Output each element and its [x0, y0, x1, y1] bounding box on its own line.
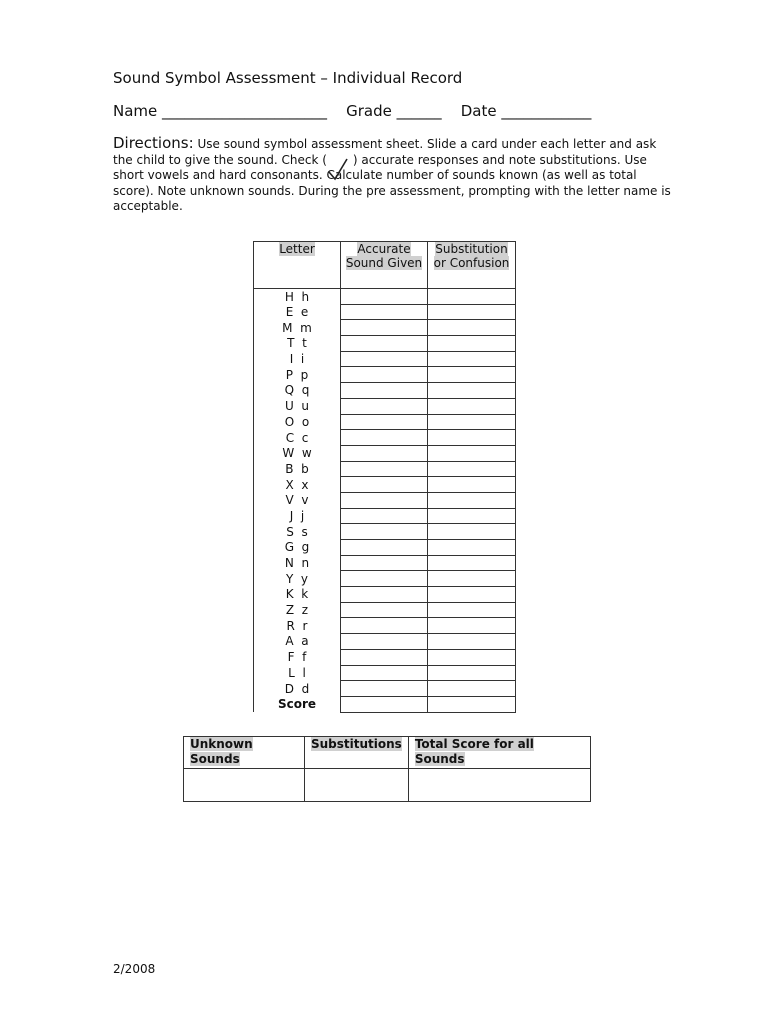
substitution-cell[interactable] — [428, 634, 516, 650]
summary-entry-row — [184, 769, 591, 802]
table-row — [254, 587, 516, 603]
accurate-sound-cell[interactable] — [341, 289, 428, 305]
letter-cell: B b — [254, 461, 341, 477]
name-field[interactable]: Name ______________________ — [113, 102, 328, 120]
table-row — [254, 336, 516, 352]
accurate-sound-cell[interactable] — [341, 477, 428, 493]
accurate-sound-cell[interactable] — [341, 555, 428, 571]
table-row — [254, 461, 516, 477]
table-row — [254, 351, 516, 367]
header-accurate-sound: Accurate Sound Given — [341, 242, 428, 289]
substitution-cell[interactable] — [428, 508, 516, 524]
substitution-cell[interactable] — [428, 540, 516, 556]
substitution-cell[interactable] — [428, 571, 516, 587]
table-row — [254, 540, 516, 556]
accurate-sound-cell[interactable] — [341, 430, 428, 446]
accurate-sound-cell[interactable] — [341, 304, 428, 320]
substitution-cell[interactable] — [428, 681, 516, 697]
summary-table — [183, 736, 591, 802]
accurate-sound-cell[interactable] — [341, 665, 428, 681]
accurate-sound-cell[interactable] — [341, 649, 428, 665]
accurate-sound-cell[interactable] — [341, 398, 428, 414]
table-header-row — [254, 242, 516, 289]
table-row — [254, 571, 516, 587]
accurate-sound-cell[interactable] — [341, 602, 428, 618]
substitution-cell[interactable] — [428, 555, 516, 571]
header-substitution: Substitution or Confusion — [428, 242, 516, 289]
letter-cell: P p — [254, 367, 341, 383]
substitution-cell[interactable] — [428, 492, 516, 508]
letter-cell: J j — [254, 508, 341, 524]
accurate-sound-cell[interactable] — [341, 524, 428, 540]
table-row — [254, 602, 516, 618]
accurate-sound-cell[interactable] — [341, 571, 428, 587]
substitution-cell[interactable] — [428, 351, 516, 367]
letter-assessment-table — [253, 241, 516, 713]
accurate-sound-cell[interactable] — [341, 492, 428, 508]
substitution-cell[interactable] — [428, 602, 516, 618]
accurate-sound-cell[interactable] — [341, 367, 428, 383]
score-label: Score — [254, 696, 341, 712]
letter-cell: I i — [254, 351, 341, 367]
table-row — [254, 445, 516, 461]
accurate-sound-cell[interactable] — [341, 461, 428, 477]
document-title: Sound Symbol Assessment – Individual Record — [113, 69, 463, 87]
letter-cell: M m — [254, 320, 341, 336]
header-total-score: Total Score for all Sounds — [408, 737, 590, 769]
table-row — [254, 508, 516, 524]
total-score-cell[interactable] — [408, 769, 590, 802]
checkmark-icon — [327, 156, 349, 182]
letter-cell: Q q — [254, 383, 341, 399]
letter-cell: F f — [254, 649, 341, 665]
substitution-cell[interactable] — [428, 665, 516, 681]
accurate-sound-cell[interactable] — [341, 445, 428, 461]
accurate-sound-cell[interactable] — [341, 414, 428, 430]
letter-cell: T t — [254, 336, 341, 352]
letter-cell: V v — [254, 492, 341, 508]
table-row — [254, 665, 516, 681]
directions-paragraph — [113, 136, 673, 215]
table-row — [254, 634, 516, 650]
letter-cell: L l — [254, 665, 341, 681]
score-substitution-cell[interactable] — [428, 696, 516, 712]
directions-label: Directions: — [113, 134, 194, 152]
substitution-cell[interactable] — [428, 304, 516, 320]
letter-cell: Z z — [254, 602, 341, 618]
accurate-sound-cell[interactable] — [341, 618, 428, 634]
accurate-sound-cell[interactable] — [341, 587, 428, 603]
table-row — [254, 383, 516, 399]
table-row — [254, 618, 516, 634]
substitution-cell[interactable] — [428, 587, 516, 603]
table-row — [254, 555, 516, 571]
table-row — [254, 289, 516, 305]
accurate-sound-cell[interactable] — [341, 320, 428, 336]
table-row — [254, 524, 516, 540]
header-fields — [113, 102, 591, 120]
score-accurate-cell[interactable] — [341, 696, 428, 712]
substitution-cell[interactable] — [428, 430, 516, 446]
letter-cell: E e — [254, 304, 341, 320]
letter-cell: C c — [254, 430, 341, 446]
letter-cell: X x — [254, 477, 341, 493]
date-field[interactable]: Date ____________ — [460, 102, 592, 120]
table-row — [254, 492, 516, 508]
accurate-sound-cell[interactable] — [341, 508, 428, 524]
letter-cell: O o — [254, 414, 341, 430]
table-row — [254, 414, 516, 430]
substitution-cell[interactable] — [428, 477, 516, 493]
accurate-sound-cell[interactable] — [341, 383, 428, 399]
table-row — [254, 681, 516, 697]
grade-field[interactable]: Grade ______ — [346, 102, 442, 120]
accurate-sound-cell[interactable] — [341, 540, 428, 556]
accurate-sound-cell[interactable] — [341, 634, 428, 650]
substitution-cell[interactable] — [428, 367, 516, 383]
substitutions-cell[interactable] — [305, 769, 409, 802]
letter-cell: R r — [254, 618, 341, 634]
substitution-cell[interactable] — [428, 461, 516, 477]
letter-cell: H h — [254, 289, 341, 305]
table-row — [254, 649, 516, 665]
substitution-cell[interactable] — [428, 383, 516, 399]
substitution-cell[interactable] — [428, 289, 516, 305]
table-row — [254, 367, 516, 383]
letter-cell: Y y — [254, 571, 341, 587]
table-row — [254, 320, 516, 336]
substitution-cell[interactable] — [428, 649, 516, 665]
table-row — [254, 398, 516, 414]
substitution-cell[interactable] — [428, 320, 516, 336]
table-row — [254, 477, 516, 493]
score-row — [254, 696, 516, 712]
table-row — [254, 304, 516, 320]
summary-header-row — [184, 737, 591, 769]
substitution-cell[interactable] — [428, 398, 516, 414]
accurate-sound-cell[interactable] — [341, 336, 428, 352]
letter-cell: U u — [254, 398, 341, 414]
unknown-sounds-cell[interactable] — [184, 769, 305, 802]
substitution-cell[interactable] — [428, 414, 516, 430]
letter-cell: D d — [254, 681, 341, 697]
substitution-cell[interactable] — [428, 618, 516, 634]
accurate-sound-cell[interactable] — [341, 351, 428, 367]
substitution-cell[interactable] — [428, 524, 516, 540]
letter-cell: S s — [254, 524, 341, 540]
letter-cell: K k — [254, 587, 341, 603]
substitution-cell[interactable] — [428, 445, 516, 461]
header-letter: Letter — [254, 242, 341, 289]
directions-text-2: ) accurate responses and note substitutions. Use short vowels and hard consonants. Calculate number of sounds known (as well as total score). Note unknown sounds. During the pre assessment, prompting with the letter name is acceptable. — [113, 152, 671, 213]
directions-text-1: Use sound symbol assessment sheet. Slide a card under each letter and ask the child to give the sound. Check ( — [113, 137, 657, 167]
substitution-cell[interactable] — [428, 336, 516, 352]
letter-cell: A a — [254, 634, 341, 650]
header-unknown-sounds: Unknown Sounds — [184, 737, 305, 769]
letter-cell: G g — [254, 540, 341, 556]
letter-cell: W w — [254, 445, 341, 461]
letter-cell: N n — [254, 555, 341, 571]
table-row — [254, 430, 516, 446]
accurate-sound-cell[interactable] — [341, 681, 428, 697]
header-substitutions: Substitutions — [305, 737, 409, 769]
footer-date: 2/2008 — [113, 962, 156, 976]
